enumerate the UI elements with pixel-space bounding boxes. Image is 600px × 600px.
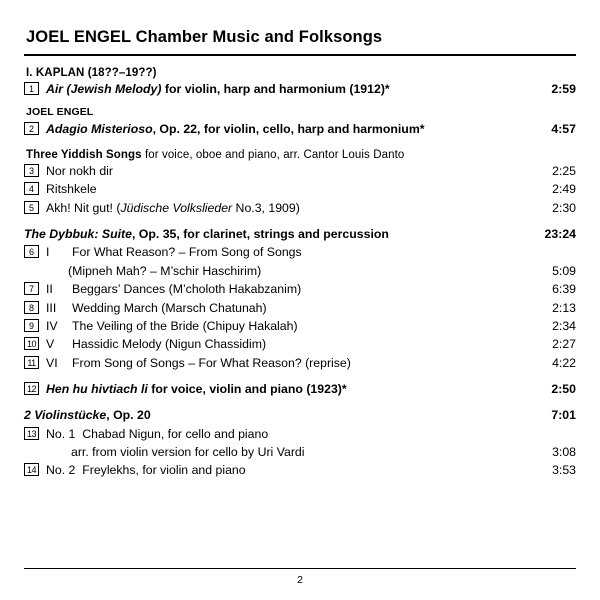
track-row[interactable]: [24, 244, 576, 262]
track-subtitle: arr. from violin version for cello by Uri Vardi: [71, 445, 305, 460]
track-duration: 4:22: [552, 355, 576, 370]
movement-number: IV: [46, 318, 58, 333]
section-duration: 23:24: [544, 227, 576, 242]
track-title: [46, 282, 532, 297]
page-number: 2: [297, 574, 303, 586]
track-number: 8: [24, 301, 39, 314]
track-number: 3: [24, 164, 39, 177]
movement-number: III: [46, 300, 57, 315]
section-title: 2 Violinstücke, Op. 20: [24, 408, 151, 423]
page-footer: [24, 568, 576, 586]
track-row[interactable]: [24, 199, 576, 217]
movement-title: From Song of Songs – For What Reason? (reprise): [72, 355, 351, 370]
movement-title: Hassidic Melody (Nigun Chassidim): [72, 337, 267, 352]
track-title: Hen hu hivtiach li for voice, violin and piano (1923)*: [46, 381, 347, 396]
section-heading-engel: JOEL ENGEL: [26, 106, 94, 119]
track-number: 9: [24, 319, 39, 332]
track-number: 5: [24, 201, 39, 214]
track-row[interactable]: [24, 163, 576, 181]
track-row[interactable]: [24, 299, 576, 317]
track-row[interactable]: [24, 317, 576, 335]
track-row[interactable]: [24, 181, 576, 199]
movement-title: The Veiling of the Bride (Chipuy Hakalah): [72, 318, 298, 333]
track-duration: 6:39: [552, 282, 576, 297]
movement-number: V: [46, 337, 55, 352]
track-title: [46, 356, 532, 371]
section-heading-dybbuk: [24, 226, 576, 244]
track-title: No. 2 Freylekhs, for violin and piano: [46, 463, 246, 478]
track-number: 4: [24, 182, 39, 195]
track-number: 10: [24, 337, 39, 350]
movement-title: Beggars’ Dances (M’choloth Hakabzanim): [72, 282, 302, 297]
footer-rule: [24, 568, 576, 569]
movement-number: VI: [46, 355, 58, 370]
track-subtitle-row: [24, 262, 576, 280]
track-number: 7: [24, 282, 39, 295]
track-title: No. 1 Chabad Nigun, for cello and piano: [46, 426, 269, 441]
track-number: 12: [24, 382, 39, 395]
track-row[interactable]: [24, 354, 576, 372]
track-duration: 2:25: [552, 164, 576, 179]
track-duration: 2:13: [552, 300, 576, 315]
track-duration: 2:30: [552, 200, 576, 215]
track-title: Adagio Misterioso, Op. 22, for violin, cello, harp and harmonium*: [46, 121, 425, 136]
track-subtitle: (Mipneh Mah? – M’schir Haschirim): [68, 263, 262, 278]
track-title: Ritshkele: [46, 182, 97, 197]
track-duration: 2:27: [552, 337, 576, 352]
track-row[interactable]: [24, 120, 576, 138]
track-row[interactable]: [24, 81, 576, 99]
movement-title: For What Reason? – From Song of Songs: [72, 245, 302, 260]
section-duration: 7:01: [551, 408, 576, 423]
track-number: 2: [24, 122, 39, 135]
track-title: [46, 301, 532, 316]
track-row[interactable]: [24, 380, 576, 398]
track-duration: 4:57: [551, 121, 576, 136]
movement-number: I: [46, 245, 50, 260]
track-duration: 5:09: [552, 263, 576, 278]
section-title: The Dybbuk: Suite, Op. 35, for clarinet, strings and percussion: [24, 227, 389, 242]
track-subtitle-row: [24, 444, 576, 462]
track-number: 11: [24, 356, 39, 369]
section-heading-violinstucke: [24, 407, 576, 425]
track-title: [46, 319, 532, 334]
track-duration: 2:49: [552, 182, 576, 197]
track-number: 1: [24, 82, 39, 95]
track-duration: 2:59: [551, 82, 576, 97]
track-duration: 2:34: [552, 318, 576, 333]
track-title: Akh! Nit gut! (Jüdische Volkslieder No.3, 1909): [46, 200, 300, 215]
track-title: [46, 245, 532, 260]
section-heading-kaplan: I. KAPLAN (18??–19??): [26, 66, 157, 79]
track-row[interactable]: [24, 336, 576, 354]
track-duration: 3:08: [552, 445, 576, 460]
track-duration: 3:53: [552, 463, 576, 478]
track-row[interactable]: [24, 281, 576, 299]
track-row[interactable]: [24, 425, 576, 443]
track-duration: 2:50: [551, 381, 576, 396]
track-title: Nor nokh dir: [46, 164, 113, 179]
section-heading-yiddish-songs: Three Yiddish Songs for voice, oboe and piano, arr. Cantor Louis Danto: [26, 148, 405, 161]
track-number: 14: [24, 463, 39, 476]
page-title: JOEL ENGEL Chamber Music and Folksongs: [26, 28, 383, 46]
track-number: 13: [24, 427, 39, 440]
movement-number: II: [46, 282, 53, 297]
track-row[interactable]: [24, 462, 576, 480]
track-title: Air (Jewish Melody) for violin, harp and harmonium (1912)*: [46, 82, 390, 97]
movement-title: Wedding March (Marsch Chatunah): [72, 300, 267, 315]
track-title: [46, 337, 532, 352]
track-number: 6: [24, 245, 39, 258]
